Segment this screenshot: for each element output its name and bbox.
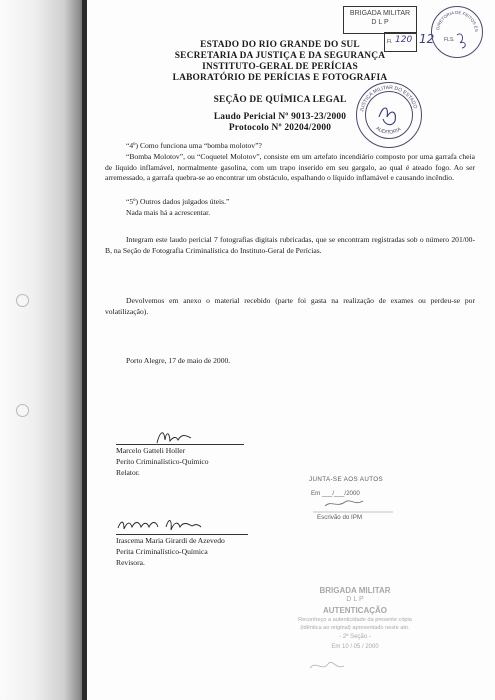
- relator-role: Relator.: [116, 468, 140, 477]
- juntada-line2: Em ___/___/2000: [311, 490, 360, 497]
- juntada-line3: Escrivão do IPM: [317, 514, 363, 521]
- header-state: ESTADO DO RIO GRANDE DO SUL: [200, 40, 360, 50]
- signature-line-revisora: [116, 534, 248, 535]
- diretoria-scribble: [432, 7, 482, 57]
- revisora-title: Perita Criminalístico-Química: [116, 547, 208, 556]
- aut-line2: D L P: [346, 596, 364, 603]
- devolvemos-paragraph: Devolvemos em anexo o material recebido (parte foi gasta na realização de exames ou perdeu-se por volatilização).: [105, 296, 475, 316]
- aut-line1: BRIGADA MILITAR: [319, 586, 391, 595]
- justica-ring-top: JUSTIÇA MILITAR DO ESTADO: [359, 84, 419, 113]
- diretoria-circle-stamp: [431, 6, 483, 58]
- folio-number: 120: [395, 35, 413, 45]
- punch-hole-top: [16, 294, 29, 307]
- protocolo-number: Protocolo Nº 20204/2000: [228, 123, 332, 133]
- svg-text:AUDITORIA: [375, 126, 403, 136]
- relator-name: Marcelo Gatteli Holler: [116, 446, 186, 455]
- justica-militar-circle-stamp: [356, 82, 422, 148]
- diretoria-fls: FLS.: [444, 37, 455, 43]
- folio-number-right: 12: [419, 32, 435, 46]
- aut-line3: AUTENTICAÇÃO: [323, 606, 387, 615]
- answer-5: Nada mais há a acrescentar.: [126, 208, 211, 217]
- scanner-gutter: [0, 0, 86, 700]
- autenticacao-stamp: [270, 586, 440, 686]
- integram-paragraph: Integram este laudo pericial 7 fotografias digitais rubricadas, que se encontram registradas sob o número 201/00-B, na Seção de Fotografia Criminalística do Instituto-Geral de Perícias.: [105, 235, 475, 255]
- autenticacao-scribble: [270, 586, 440, 686]
- header-laboratorio: LABORATÓRIO DE PERÍCIAS E FOTOGRAFIA: [172, 73, 388, 83]
- question-4: “4º) Como funciona uma “bomba molotov”?: [126, 141, 262, 150]
- aut-line4: Reconheço a autenticidade da presente cópia: [298, 617, 412, 623]
- juntada-line1: JUNTA-SE AOS AUTOS: [309, 476, 384, 483]
- header-instituto: INSTITUTO-GERAL DE PERÍCIAS: [202, 62, 358, 72]
- aut-line6: - 2ª Seção -: [339, 634, 371, 640]
- header-secretaria: SECRETARIA DA JUSTIÇA E DA SEGURANÇA: [174, 51, 386, 61]
- signature-line-relator: [116, 444, 244, 445]
- diretoria-ring-text: DIRETORIA DE FEITOS ES: [435, 9, 480, 32]
- aut-line5: (idêntica ao original) apresentado neste ato.: [300, 625, 410, 631]
- juntada-stamp: [303, 476, 413, 542]
- laudo-number: Laudo Pericial Nº 9013-23/2000: [213, 112, 347, 122]
- brigada-stamp-line2: D L P: [371, 19, 389, 26]
- question-5: “5º) Outros dados julgados úteis.”: [126, 197, 230, 206]
- revisora-role: Revisora.: [116, 558, 145, 567]
- revisora-name: Irascema Maria Girardi de Azevedo: [116, 536, 225, 545]
- folio-label: Fl.: [387, 39, 393, 45]
- punch-hole-bottom: [16, 404, 29, 417]
- juntada-scribble: [303, 476, 413, 542]
- relator-title: Perito Criminalístico-Químico: [116, 457, 209, 466]
- folio-stamp: [384, 32, 417, 52]
- aut-line7: Em 10 / 05 / 2000: [331, 644, 379, 650]
- justica-ring-bottom: AUDITORIA: [374, 125, 403, 136]
- section-title: SEÇÃO DE QUÍMICA LEGAL: [213, 95, 347, 105]
- svg-text:JUSTIÇA MILITAR DO ESTADO: [359, 85, 418, 113]
- brigada-stamp-line1: BRIGADA MILITAR: [349, 10, 411, 17]
- brigada-dlp-stamp: [343, 6, 417, 34]
- answer-4: “Bomba Molotov”, ou “Coquetel Molotov”, consiste em um artefato incendiário composto por uma garrafa cheia de líquido inflamável, normalmente gasolina, com um trapo inserido em seu gargalo, ao qual é ateado fogo. Ao ser arremessado, a garrafa quebra-se ao encontrar um obstáculo, espalhando o líquido inflamável e causando incêndio.: [105, 152, 475, 183]
- place-date: Porto Alegre, 17 de maio de 2000.: [126, 356, 231, 365]
